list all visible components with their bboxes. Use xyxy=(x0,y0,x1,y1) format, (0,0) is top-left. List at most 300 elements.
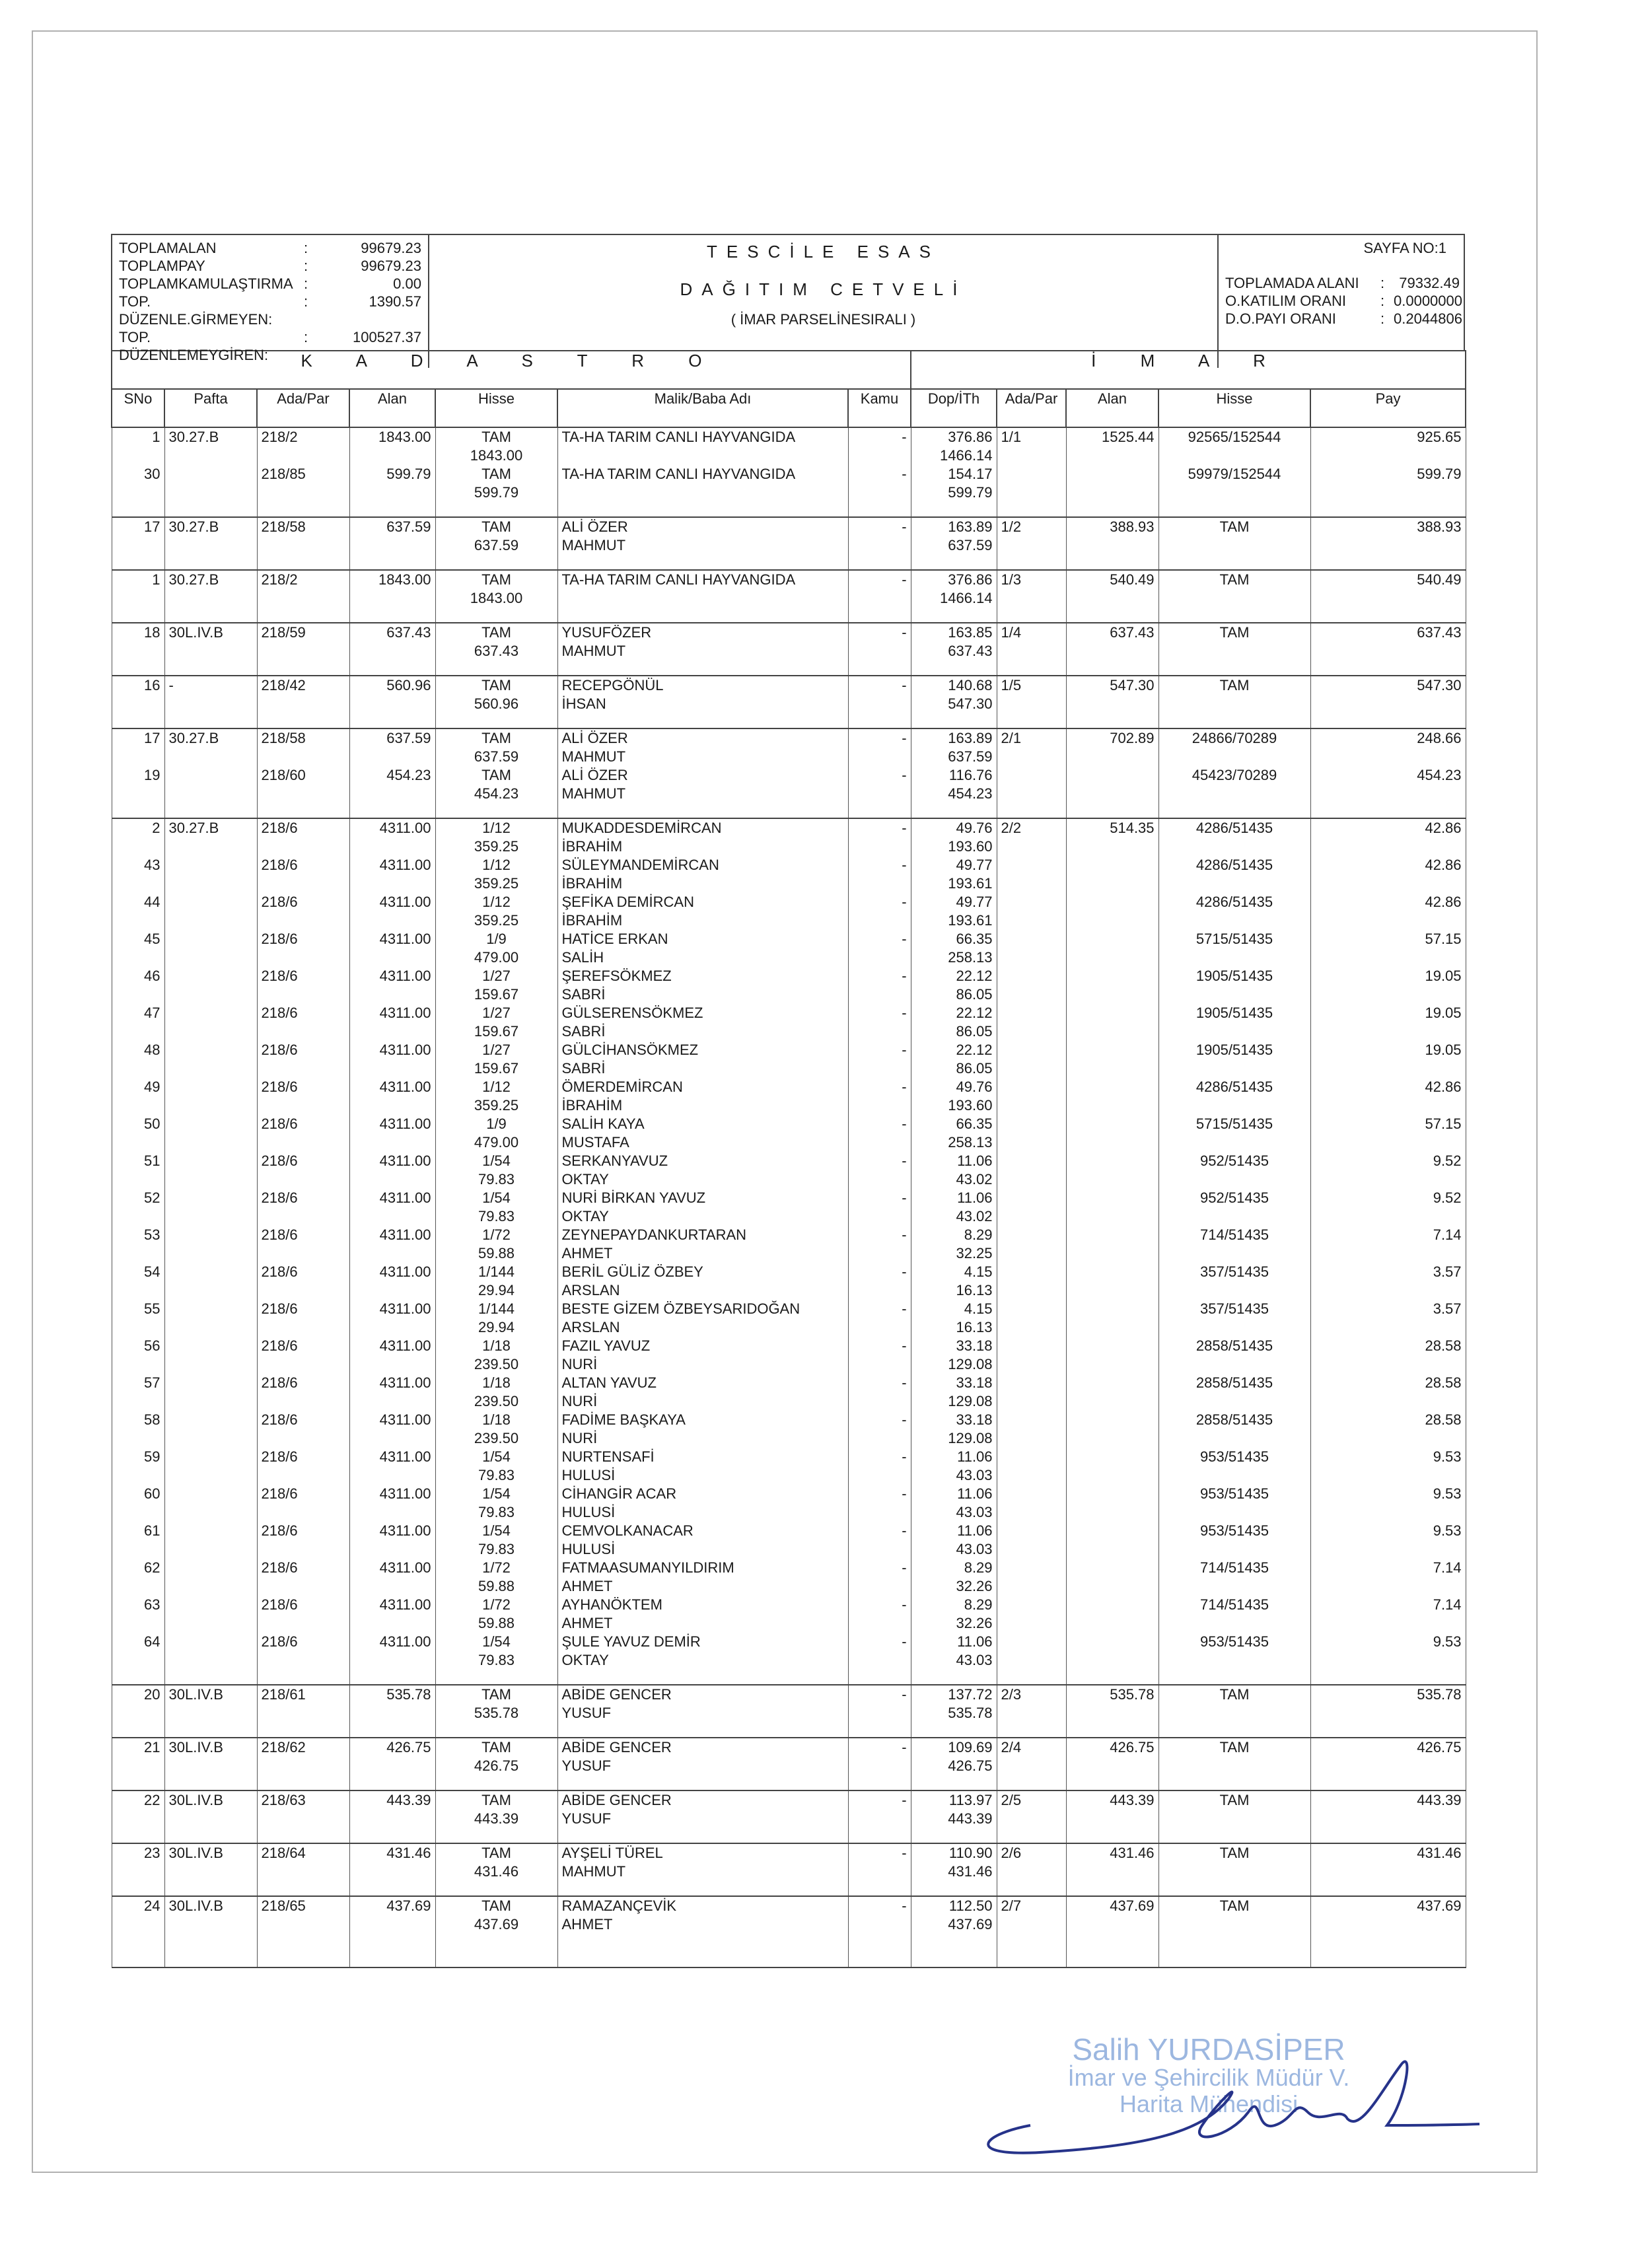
cell-pafta-value xyxy=(169,1411,253,1429)
cell-malik-value: CEMVOLKANACAR xyxy=(561,1522,694,1539)
cell-spacer xyxy=(116,1429,160,1448)
cell-ialan xyxy=(1066,1041,1158,1078)
cell-spacer xyxy=(116,874,160,893)
cell-sno-value: 19 xyxy=(144,767,160,783)
cell-hisse-value: 1/18 xyxy=(482,1411,511,1428)
cell-malik xyxy=(557,1790,848,1828)
cell-kamu-value: - xyxy=(902,429,907,445)
cell-spacer xyxy=(1163,1022,1306,1041)
cell-dop-value: 66.35 xyxy=(956,931,993,947)
cell-ialan xyxy=(1066,893,1158,930)
spacer-cell xyxy=(848,1881,911,1896)
cell-dop-value: 66.35 xyxy=(956,1116,993,1132)
cell-sno-value: 21 xyxy=(144,1739,160,1755)
cell-spacer xyxy=(1315,1651,1462,1670)
cell-baba-value: İBRAHİM xyxy=(561,875,623,892)
cell-spacer xyxy=(853,483,907,502)
cell-spacer xyxy=(116,785,160,803)
cell-dop xyxy=(911,465,997,502)
cell-ialan-value xyxy=(1071,1263,1155,1281)
cell-pafta-value xyxy=(169,1448,253,1466)
cell-spacer xyxy=(262,874,345,893)
spacer-cell xyxy=(1158,1775,1310,1790)
cell-ihisse xyxy=(1158,1411,1310,1448)
spacer-cell xyxy=(997,608,1066,623)
cell-malik xyxy=(557,1485,848,1522)
cell-spacer xyxy=(1163,536,1306,555)
cell-malik-value: HATİCE ERKAN xyxy=(561,931,668,947)
cell-pafta-value xyxy=(169,967,253,985)
cell-hisse2-value: 359.25 xyxy=(474,1097,519,1114)
cell-pay xyxy=(1310,1115,1466,1152)
cell-alan xyxy=(349,570,435,608)
cell-hisse-value: TAM xyxy=(481,571,511,588)
cell-spacer xyxy=(1001,1503,1062,1522)
cell-baba-value: NURİ xyxy=(561,1356,598,1372)
spacer-cell xyxy=(911,555,997,570)
cell-ihisse-value: 953/51435 xyxy=(1200,1633,1269,1650)
spacer-cell xyxy=(1310,608,1466,623)
cell-sno xyxy=(112,1685,164,1722)
cell-malik-value: GÜLCİHANSÖKMEZ xyxy=(561,1042,699,1058)
imar-total-colon: : xyxy=(1380,293,1385,309)
table-row xyxy=(112,676,1466,713)
spacer-cell xyxy=(1310,803,1466,818)
cell-pay xyxy=(1310,570,1466,608)
table-row xyxy=(112,1337,1466,1374)
cell-adapar-value: 218/65 xyxy=(261,1897,306,1914)
cell-alan-value: 4311.00 xyxy=(379,1079,431,1095)
cell-hisse2-value: 29.94 xyxy=(478,1319,515,1335)
cell-spacer xyxy=(1315,1355,1462,1374)
cell-spacer xyxy=(853,642,907,660)
cell-alan-value: 454.23 xyxy=(386,767,431,783)
cell-spacer xyxy=(354,874,431,893)
cell-alan xyxy=(349,1790,435,1828)
cell-pafta xyxy=(164,517,257,555)
spacer-cell xyxy=(848,803,911,818)
cell-spacer xyxy=(262,1281,345,1300)
cell-malik xyxy=(557,1041,848,1078)
cell-dop xyxy=(911,570,997,608)
spacer-cell xyxy=(1310,1828,1466,1843)
cell-spacer xyxy=(169,1577,253,1596)
cell-spacer xyxy=(853,1651,907,1670)
cell-iadapar xyxy=(997,1411,1066,1448)
cell-spacer xyxy=(116,589,160,608)
cell-dop-value: 112.50 xyxy=(948,1897,993,1914)
cell-dop-value: 109.69 xyxy=(948,1739,993,1755)
cell-pay xyxy=(1310,1448,1466,1485)
cell-spacer xyxy=(169,695,253,713)
cell-pafta xyxy=(164,856,257,893)
cell-ialan-value xyxy=(1071,930,1155,948)
cell-ihisse-value: TAM xyxy=(1219,677,1250,693)
spacer-cell xyxy=(1310,1775,1466,1790)
cell-dop xyxy=(911,676,997,713)
cell-spacer xyxy=(853,1244,907,1263)
cell-adapar xyxy=(257,818,349,856)
cell-spacer xyxy=(853,589,907,608)
cell-sno-value: 59 xyxy=(144,1448,160,1465)
cell-pay-value: 3.57 xyxy=(1433,1300,1462,1317)
cell-spacer xyxy=(169,874,253,893)
cell-spacer xyxy=(262,1757,345,1775)
cell-spacer xyxy=(262,1244,345,1263)
cell-pay xyxy=(1310,1843,1466,1881)
spacer-cell xyxy=(997,1722,1066,1738)
cell-kamu xyxy=(848,570,911,608)
cell-malik xyxy=(557,1633,848,1670)
cell-spacer xyxy=(116,446,160,465)
cell-pafta xyxy=(164,1337,257,1374)
cell-kamu xyxy=(848,1152,911,1189)
table-row xyxy=(112,570,1466,608)
cell-spacer xyxy=(1071,483,1155,502)
cell-adapar-value: 218/6 xyxy=(261,1337,298,1354)
cell-malik-value: ALTAN YAVUZ xyxy=(561,1374,657,1391)
spacer-cell xyxy=(164,555,257,570)
cell-spacer xyxy=(853,874,907,893)
cell-ialan-value: 535.78 xyxy=(1110,1686,1155,1703)
cell-alan xyxy=(349,1226,435,1263)
cell-pafta xyxy=(164,766,257,803)
cell-spacer xyxy=(354,1133,431,1152)
cell-kamu xyxy=(848,1300,911,1337)
cell-spacer xyxy=(1163,589,1306,608)
cell-spacer xyxy=(853,1281,907,1300)
spacer-cell xyxy=(112,803,164,818)
cell-spacer xyxy=(354,1281,431,1300)
cell-adapar-value: 218/6 xyxy=(261,820,298,836)
cell-pay xyxy=(1310,1300,1466,1337)
group-spacer xyxy=(112,555,1466,570)
cell-spacer xyxy=(853,1022,907,1041)
spacer-cell xyxy=(435,1722,557,1738)
cell-kamu-value: - xyxy=(902,1189,907,1206)
cell-alan xyxy=(349,1596,435,1633)
cell-spacer xyxy=(853,948,907,967)
cell-spacer xyxy=(1315,1810,1462,1828)
spacer-cell xyxy=(997,713,1066,728)
cell-baba-value: OKTAY xyxy=(561,1171,609,1187)
cell-spacer xyxy=(169,948,253,967)
cell-ihisse xyxy=(1158,1152,1310,1189)
cell-spacer xyxy=(1163,874,1306,893)
total-label: TOPLAMPAY xyxy=(119,258,205,274)
cell-spacer xyxy=(1001,1318,1062,1337)
cell-spacer xyxy=(354,1059,431,1078)
cell-dop2-value: 258.13 xyxy=(948,949,993,966)
cell-spacer xyxy=(1001,1577,1062,1596)
cell-spacer xyxy=(169,642,253,660)
cell-pafta-value xyxy=(169,1152,253,1170)
cell-hisse2-value: 431.46 xyxy=(474,1863,519,1880)
cell-spacer xyxy=(853,1059,907,1078)
cell-malik xyxy=(557,1115,848,1152)
spacer-cell xyxy=(1066,1828,1158,1843)
cell-pay-value: 28.58 xyxy=(1425,1337,1462,1354)
cell-malik xyxy=(557,570,848,608)
cell-ihisse-value: TAM xyxy=(1219,518,1250,535)
cell-adapar xyxy=(257,465,349,502)
cell-kamu xyxy=(848,728,911,766)
spacer-cell xyxy=(112,1881,164,1896)
cell-dop xyxy=(911,856,997,893)
cell-dop-value: 113.97 xyxy=(948,1792,993,1808)
cell-iadapar xyxy=(997,623,1066,660)
cell-pafta-value xyxy=(169,856,253,874)
cell-iadapar xyxy=(997,1448,1066,1485)
cell-sno-value: 55 xyxy=(144,1300,160,1317)
group-spacer xyxy=(112,1670,1466,1685)
cell-hisse xyxy=(435,818,557,856)
cell-ialan xyxy=(1066,1078,1158,1115)
cell-ialan-value xyxy=(1071,1485,1155,1503)
cell-spacer xyxy=(853,1577,907,1596)
cell-pafta-value: 30.27.B xyxy=(168,730,219,746)
cell-dop xyxy=(911,1152,997,1189)
cell-spacer xyxy=(262,1133,345,1152)
cell-kamu xyxy=(848,930,911,967)
cell-dop xyxy=(911,1189,997,1226)
cell-adapar-value: 218/6 xyxy=(261,1374,298,1391)
column-header: SNo xyxy=(112,389,164,427)
cell-pay xyxy=(1310,676,1466,713)
cell-pafta xyxy=(164,1263,257,1300)
cell-malik-value: YUSUFÖZER xyxy=(561,624,652,641)
cell-dop2-value: 16.13 xyxy=(956,1319,993,1335)
cell-malik xyxy=(557,1596,848,1633)
cell-hisse-value: 1/54 xyxy=(482,1633,511,1650)
cell-ihisse-value: 1905/51435 xyxy=(1195,1005,1273,1021)
cell-pafta xyxy=(164,1411,257,1448)
cell-spacer xyxy=(1315,589,1462,608)
cell-iadapar-value: 1/1 xyxy=(1001,429,1022,445)
cell-dop2-value: 86.05 xyxy=(956,986,993,1003)
table-row xyxy=(112,1078,1466,1115)
group-spacer xyxy=(112,1881,1466,1896)
cell-ihisse-value: 714/51435 xyxy=(1200,1559,1269,1576)
cell-baba-value: ARSLAN xyxy=(561,1319,620,1335)
cell-ihisse-value: TAM xyxy=(1219,1897,1250,1914)
column-headers xyxy=(112,389,1466,427)
cell-dop xyxy=(911,1411,997,1448)
cell-kamu-value: - xyxy=(902,1792,907,1808)
cell-spacer xyxy=(1315,785,1462,803)
column-header: Pay xyxy=(1310,389,1466,427)
cell-pafta xyxy=(164,1896,257,1934)
cell-spacer xyxy=(1001,1392,1062,1411)
cell-spacer xyxy=(354,483,431,502)
cell-kamu-value: - xyxy=(902,518,907,535)
cell-ialan-value: 514.35 xyxy=(1110,820,1155,836)
cell-spacer xyxy=(262,1355,345,1374)
cell-hisse xyxy=(435,1896,557,1934)
cell-dop xyxy=(911,1448,997,1485)
cell-hisse-value: 1/12 xyxy=(482,820,511,836)
cell-spacer xyxy=(1315,1577,1462,1596)
cell-spacer xyxy=(116,1022,160,1041)
cell-ialan xyxy=(1066,1004,1158,1041)
cell-spacer xyxy=(169,1392,253,1411)
cell-pay-value: 388.93 xyxy=(1417,518,1462,535)
cell-spacer xyxy=(354,1757,431,1775)
cell-adapar xyxy=(257,623,349,660)
cell-hisse xyxy=(435,1078,557,1115)
cell-malik xyxy=(557,1448,848,1485)
cell-spacer xyxy=(262,1022,345,1041)
cell-sno-value: 58 xyxy=(144,1411,160,1428)
cell-malik xyxy=(557,1843,848,1881)
cell-ihisse-value: 1905/51435 xyxy=(1195,1042,1273,1058)
cell-alan-value: 4311.00 xyxy=(379,1005,431,1021)
cell-dop-value: 22.12 xyxy=(956,1005,993,1021)
cell-iadapar xyxy=(997,856,1066,893)
cell-sno xyxy=(112,570,164,608)
cell-hisse xyxy=(435,1374,557,1411)
spacer-cell xyxy=(1066,1934,1158,1948)
cell-pay-value: 9.53 xyxy=(1433,1633,1462,1650)
cell-pay xyxy=(1310,893,1466,930)
cell-iadapar-value xyxy=(1001,1004,1062,1022)
cell-hisse-value: TAM xyxy=(481,429,511,445)
cell-pafta-value xyxy=(169,766,253,785)
cell-alan xyxy=(349,1896,435,1934)
cell-malik-value: CİHANGİR ACAR xyxy=(561,1485,677,1502)
cell-baba-value: İBRAHİM xyxy=(561,912,623,929)
cell-ialan-value xyxy=(1071,1152,1155,1170)
spacer-cell xyxy=(1066,608,1158,623)
cell-sno-value: 63 xyxy=(144,1596,160,1613)
cell-adapar-value: 218/58 xyxy=(261,730,306,746)
cell-iadapar-value xyxy=(1001,1115,1062,1133)
spacer-cell xyxy=(164,1722,257,1738)
cell-kamu xyxy=(848,893,911,930)
imar-total-row xyxy=(1225,274,1460,292)
cell-spacer xyxy=(1163,1614,1306,1633)
cell-malik xyxy=(557,1374,848,1411)
cell-adapar-value: 218/6 xyxy=(261,968,298,984)
cell-ialan xyxy=(1066,818,1158,856)
cell-sno xyxy=(112,766,164,803)
cell-alan-value: 4311.00 xyxy=(379,820,431,836)
cell-alan-value: 4311.00 xyxy=(379,1374,431,1391)
spacer-cell xyxy=(349,1670,435,1685)
cell-dop xyxy=(911,818,997,856)
cell-pafta xyxy=(164,1596,257,1633)
cell-baba-value: MUSTAFA xyxy=(561,1134,629,1151)
spacer-cell xyxy=(1158,608,1310,623)
spacer-cell xyxy=(164,608,257,623)
spacer-cell xyxy=(257,1722,349,1738)
cell-sno-value: 17 xyxy=(144,518,160,535)
cell-hisse-value: 1/144 xyxy=(478,1300,515,1317)
cell-adapar-value: 218/6 xyxy=(261,857,298,873)
cell-pafta-value xyxy=(169,1226,253,1244)
cell-spacer xyxy=(262,536,345,555)
cell-spacer xyxy=(262,1170,345,1189)
cell-sno-value: 56 xyxy=(144,1337,160,1354)
cell-kamu xyxy=(848,818,911,856)
table-row xyxy=(112,517,1466,555)
cell-ihisse xyxy=(1158,570,1310,608)
cell-alan xyxy=(349,1152,435,1189)
cell-pay xyxy=(1310,1411,1466,1448)
cell-hisse xyxy=(435,427,557,465)
spacer-cell xyxy=(997,1881,1066,1896)
cell-sno xyxy=(112,1522,164,1559)
cell-spacer xyxy=(354,1651,431,1670)
cell-kamu-value: - xyxy=(902,571,907,588)
cell-spacer xyxy=(169,1096,253,1115)
cell-pafta xyxy=(164,1843,257,1881)
cell-ialan-value: 540.49 xyxy=(1110,571,1155,588)
cell-kamu xyxy=(848,1226,911,1263)
cell-spacer xyxy=(1001,874,1062,893)
cell-adapar xyxy=(257,1633,349,1670)
cell-pay-value: 540.49 xyxy=(1417,571,1462,588)
cell-spacer xyxy=(169,1244,253,1263)
cell-ialan xyxy=(1066,1448,1158,1485)
cell-pay-value: 9.53 xyxy=(1433,1448,1462,1465)
spacer-cell xyxy=(997,1828,1066,1843)
cell-ihisse xyxy=(1158,1738,1310,1775)
cell-dop xyxy=(911,1685,997,1722)
cell-baba-value: AHMET xyxy=(561,1578,613,1594)
spacer-cell xyxy=(164,1934,257,1948)
cell-kamu xyxy=(848,1189,911,1226)
spacer-cell xyxy=(1310,555,1466,570)
cell-dop-value: 163.89 xyxy=(948,730,993,746)
cell-malik-value: ŞEFİKA DEMİRCAN xyxy=(561,894,694,910)
cell-spacer xyxy=(1315,1133,1462,1152)
cell-pay xyxy=(1310,1790,1466,1828)
cell-kamu xyxy=(848,1790,911,1828)
cell-kamu-value: - xyxy=(902,624,907,641)
cell-ihisse-value: 952/51435 xyxy=(1200,1189,1269,1206)
cell-ialan-value: 426.75 xyxy=(1110,1739,1155,1755)
cell-adapar-value: 218/6 xyxy=(261,1042,298,1058)
cell-ialan-value xyxy=(1071,1337,1155,1355)
cell-spacer xyxy=(1071,1207,1155,1226)
cell-spacer xyxy=(354,1577,431,1596)
cell-malik-value: FAZIL YAVUZ xyxy=(561,1337,651,1354)
cell-kamu-value: - xyxy=(902,1739,907,1755)
cell-alan xyxy=(349,1374,435,1411)
cell-adapar-value: 218/6 xyxy=(261,1485,298,1502)
cell-kamu-value: - xyxy=(902,1845,907,1861)
cell-baba-value: AHMET xyxy=(561,1245,613,1261)
cell-spacer xyxy=(1163,785,1306,803)
cell-dop2-value: 426.75 xyxy=(948,1757,993,1774)
cell-dop-value: 8.29 xyxy=(964,1226,993,1243)
table-row xyxy=(112,1485,1466,1522)
cell-spacer xyxy=(354,642,431,660)
spacer-cell xyxy=(435,1828,557,1843)
cell-adapar xyxy=(257,1263,349,1300)
cell-adapar xyxy=(257,1596,349,1633)
cell-dop2-value: 535.78 xyxy=(948,1705,993,1721)
cell-hisse2-value: 159.67 xyxy=(474,1060,519,1077)
cell-spacer xyxy=(354,1244,431,1263)
cell-malik-value: TA-HA TARIM CANLI HAYVANGIDA xyxy=(561,466,796,482)
cell-iadapar-value: 1/3 xyxy=(1001,571,1022,588)
imar-totals xyxy=(1225,274,1460,328)
cell-spacer xyxy=(354,1392,431,1411)
cell-pafta xyxy=(164,818,257,856)
cell-spacer xyxy=(1163,911,1306,930)
